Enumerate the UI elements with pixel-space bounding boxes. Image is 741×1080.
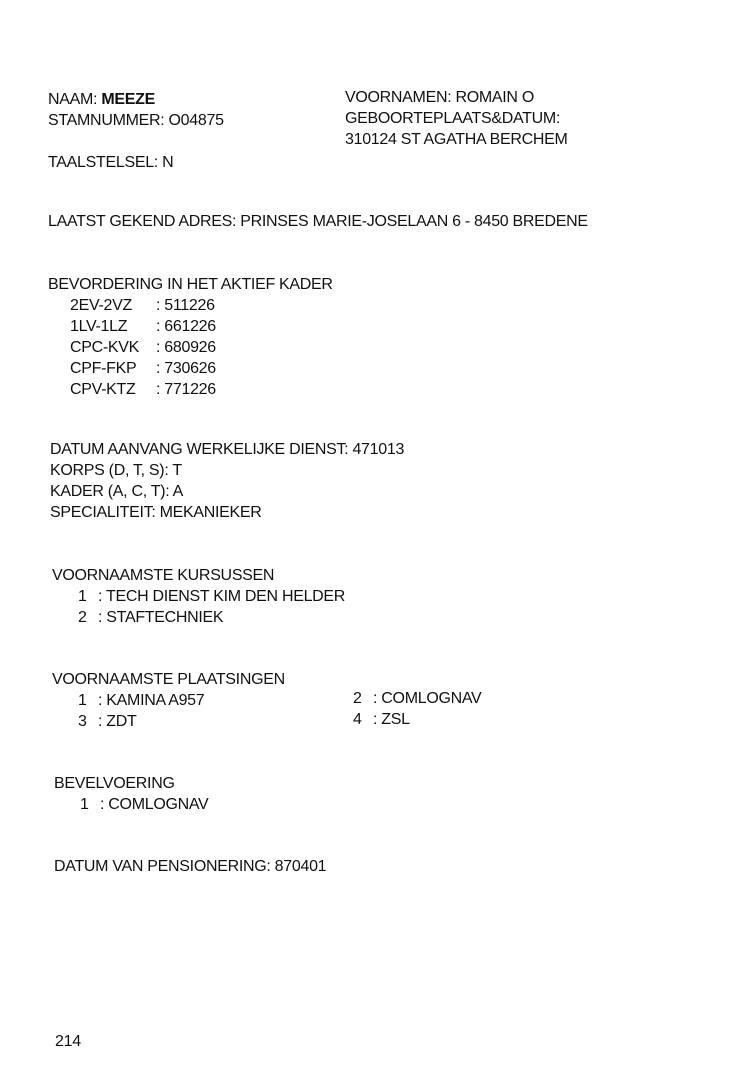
laatst-gekend-adres: LAATST GEKEND ADRES: PRINSES MARIE-JOSELAAN 6 - 8450 BREDENE (48, 213, 588, 230)
bevordering-title: BEVORDERING IN HET AKTIEF KADER (48, 276, 333, 293)
plaatsing-item (353, 709, 410, 730)
rank: 2EV-2VZ (70, 297, 132, 314)
geboorteplaats-value: 310124 ST AGATHA BERCHEM (345, 131, 568, 148)
datum-pensionering: DATUM VAN PENSIONERING: 870401 (54, 858, 327, 875)
naam-value: MEEZE (101, 91, 155, 108)
kursus-item (78, 607, 223, 628)
voornamen: VOORNAMEN: ROMAIN O (345, 89, 534, 106)
plaatsing-num: 2 (353, 690, 362, 707)
rank: 1LV-1LZ (70, 318, 128, 335)
rank-date: : 771226 (156, 381, 216, 398)
naam-line (48, 89, 155, 110)
rank-date: : 511226 (156, 297, 215, 314)
rank: CPV-KTZ (70, 381, 136, 398)
specialiteit: SPECIALITEIT: MEKANIEKER (50, 504, 262, 521)
plaatsing-num: 3 (78, 713, 87, 730)
bevordering-item (70, 337, 216, 358)
rank: CPF-FKP (70, 360, 137, 377)
plaatsing-item (353, 688, 481, 709)
rank-date: : 680926 (156, 339, 216, 356)
plaatsing-num: 1 (78, 692, 87, 709)
kursus-text: : STAFTECHNIEK (98, 609, 224, 626)
plaatsing-text: : ZSL (373, 711, 410, 728)
korps: KORPS (D, T, S): T (50, 462, 182, 479)
datum-aanvang-dienst: DATUM AANVANG WERKELIJKE DIENST: 471013 (50, 441, 405, 458)
bevelvoering-text: : COMLOGNAV (100, 796, 209, 813)
rank-date: : 730626 (156, 360, 216, 377)
plaatsingen-title: VOORNAAMSTE PLAATSINGEN (52, 671, 285, 688)
geboorteplaats-label: GEBOORTEPLAATS&DATUM: (345, 110, 561, 127)
kursus-num: 1 (78, 588, 87, 605)
page-number: 214 (55, 1033, 81, 1050)
kursussen-title: VOORNAAMSTE KURSUSSEN (52, 567, 275, 584)
rank-date: : 661226 (156, 318, 216, 335)
kursus-num: 2 (78, 609, 87, 626)
bevelvoering-title: BEVELVOERING (54, 775, 175, 792)
bevelvoering-num: 1 (80, 796, 89, 813)
plaatsing-text: : ZDT (98, 713, 137, 730)
stamnummer: STAMNUMMER: O04875 (48, 112, 224, 129)
plaatsing-item (78, 711, 137, 732)
plaatsing-item (78, 690, 204, 711)
bevordering-item (70, 379, 216, 400)
plaatsing-num: 4 (353, 711, 362, 728)
naam-label: NAAM: (48, 91, 98, 108)
bevordering-item (70, 358, 216, 379)
rank: CPC-KVK (70, 339, 140, 356)
plaatsing-text: : COMLOGNAV (373, 690, 482, 707)
bevordering-item (70, 295, 216, 316)
kursus-item (78, 586, 345, 607)
taalstelsel: TAALSTELSEL: N (48, 154, 174, 171)
bevelvoering-item (80, 794, 208, 815)
plaatsing-text: : KAMINA A957 (98, 692, 205, 709)
kader: KADER (A, C, T): A (50, 483, 183, 500)
kursus-text: : TECH DIENST KIM DEN HELDER (98, 588, 346, 605)
bevordering-item (70, 316, 216, 337)
bevordering-list (70, 295, 216, 400)
